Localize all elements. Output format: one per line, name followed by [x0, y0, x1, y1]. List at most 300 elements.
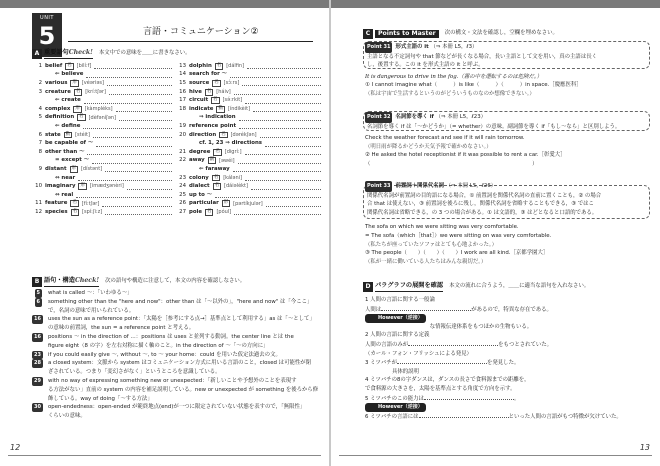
vocab-word: ⇐ believe — [55, 71, 84, 78]
vocab-number: 12 — [35, 208, 42, 215]
flow-text: 人間の言語のみが — [365, 341, 409, 348]
note-text: what is called ～：「いわゆる～」 — [48, 290, 133, 296]
pronunciation: [krí:tʃər] — [85, 88, 106, 95]
pronunciation: [póul] — [216, 209, 232, 216]
answer-blank[interactable] — [96, 141, 172, 147]
note-text: 飾している。way of doing「～する方法」 — [48, 395, 153, 402]
part-of-speech-badge: 名 — [215, 148, 220, 154]
vocab-derivative-row — [32, 122, 172, 131]
answer-blank[interactable] — [419, 412, 509, 418]
section-d-body — [365, 296, 648, 421]
note-text: ざされている。つまり「変幻さがなく」というところを意識している。 — [48, 369, 221, 376]
part-of-speech-badge: 形 — [80, 183, 85, 189]
vocab-row — [176, 131, 321, 140]
answer-blank[interactable] — [408, 340, 498, 346]
note-line — [32, 395, 323, 404]
pronunciation: [bilí:f] — [76, 63, 92, 70]
vocab-number: 13 — [179, 62, 186, 69]
vocab-number: 7 — [38, 140, 42, 147]
pronunciation: [fí:tʃər] — [81, 200, 100, 207]
line-reference — [32, 412, 44, 421]
answer-blank[interactable] — [239, 123, 321, 129]
vocab-derivative-row — [176, 139, 321, 148]
flow-text: 2 人間の言語に関する定義 — [365, 332, 430, 339]
note-text: uses the sun as a reference point：「太陽を［参考にする点→］基準点として利用する」as は「～として」 — [48, 316, 315, 323]
answer-blank[interactable] — [92, 158, 172, 164]
pronunciation: [stéit] — [75, 131, 90, 138]
note-line — [32, 333, 323, 342]
answer-blank[interactable] — [253, 106, 321, 112]
section-c-header — [363, 29, 558, 39]
vocab-word: pole — [189, 208, 203, 215]
vocab-word: circuit — [189, 97, 209, 104]
vocab-word: ⇒ indication — [199, 114, 236, 121]
flow-text-tail: 。 — [513, 395, 520, 402]
answer-blank[interactable] — [234, 89, 321, 95]
point-33-exercise: ③ The people（ ）（ ）（ ）I work are all kind.［京都学園大］ — [365, 250, 549, 257]
note-line — [32, 324, 323, 333]
answer-blank[interactable] — [260, 132, 321, 138]
part-of-speech-badge: 名 — [72, 200, 77, 206]
pronunciation: [dístənt] — [80, 166, 103, 173]
vocab-row — [32, 88, 172, 97]
vocab-row — [176, 96, 321, 105]
point-32 — [365, 112, 648, 169]
note-text: positions ～ in the direction of …：positions は uses と並列する動詞。the center line とは the — [48, 333, 294, 340]
vocab-word: creature — [45, 88, 71, 95]
vocab-row — [176, 79, 321, 88]
answer-blank[interactable] — [424, 394, 514, 400]
answer-blank[interactable] — [397, 358, 487, 364]
part-of-speech-badge: 名 — [214, 183, 220, 189]
vocab-row — [32, 105, 172, 114]
left-page — [0, 0, 329, 466]
vocab-word: ⇐ create — [55, 97, 81, 104]
pronunciation: [káləni] — [223, 174, 243, 181]
vocab-row — [32, 148, 172, 157]
answer-blank[interactable] — [245, 149, 321, 155]
note-line — [32, 315, 323, 324]
right-page — [331, 0, 660, 466]
pronunciation: [dèfəníʃən] — [88, 114, 117, 121]
note-text: with no way of expressing something new or unexpected：「新しいことや予想外のことを表現す — [48, 377, 297, 384]
pronunciation: [digrí:] — [224, 148, 242, 155]
answer-blank[interactable] — [245, 175, 321, 181]
section-d-header — [363, 282, 589, 292]
vocab-row — [32, 182, 172, 191]
point-32-example: Check the weather forecast and see if it will rain tomorrow. — [365, 135, 525, 142]
point-33 — [365, 181, 648, 266]
paragraph-flow-line — [365, 412, 648, 422]
part-of-speech-badge: 名 — [75, 88, 81, 94]
paragraph-flow-line — [365, 394, 648, 404]
section-b-body — [32, 289, 323, 421]
flow-text: （カール・フォン・フリッシュによる発見） — [365, 350, 472, 357]
vocab-row — [176, 122, 321, 131]
flow-text: 6 ミツバチの言語には — [365, 413, 419, 420]
vocab-word: dialect — [189, 183, 210, 190]
section-d-name: パラグラフの展開を確認 — [375, 282, 443, 292]
vocab-number: 10 — [35, 183, 42, 190]
point-32-heading: Point 32 名詞節を導く if （⇒ 本冊 L5，ℓ23） — [365, 112, 648, 123]
answer-blank[interactable] — [105, 209, 172, 215]
line-reference — [32, 342, 44, 351]
vocab-number: 27 — [179, 208, 186, 215]
pronunciation: [índikèit] — [227, 106, 251, 113]
vocab-number: 3 — [38, 88, 42, 95]
note-line — [32, 377, 323, 386]
vocab-word: state — [45, 131, 61, 138]
vocab-number: 21 — [179, 148, 186, 155]
vocab-row — [32, 200, 172, 209]
however-marker: However（逆接） — [365, 314, 426, 323]
vocab-row — [32, 114, 172, 123]
vocab-word: dolphin — [189, 62, 212, 69]
vocab-row — [176, 88, 321, 97]
vocab-word: complex — [45, 105, 71, 112]
point-31-exercise: ① I cannot imagine what（ ）is like（ ）（ ）in space.［慶應医科］ — [365, 82, 582, 89]
vocab-word: feature — [45, 200, 68, 207]
pronunciation: [pərtíkjulər] — [233, 200, 263, 207]
vocab-word: be capable of ～ — [45, 140, 94, 147]
part-of-speech-badge: 名 — [216, 62, 222, 68]
part-of-speech-badge: 形 — [223, 200, 229, 206]
vocab-derivative-row — [32, 96, 172, 105]
point-32-line: 名詞節を導く if は「～かどうか」（= whether）の意味。副詞節を導く if「もし～なら」と区別しよう。 — [367, 123, 621, 130]
paragraph-flow-line — [365, 314, 648, 323]
answer-blank[interactable] — [238, 158, 321, 164]
note-line — [32, 412, 323, 421]
answer-blank[interactable] — [83, 123, 172, 129]
answer-blank[interactable] — [265, 141, 321, 147]
vocab-number: 20 — [179, 131, 186, 138]
vocab-number: 23 — [179, 174, 186, 181]
paragraph-flow-line — [365, 368, 648, 377]
part-of-speech-badge: 名 — [221, 131, 226, 137]
answer-blank[interactable] — [230, 72, 321, 78]
answer-blank[interactable] — [105, 166, 172, 172]
line-reference: 16 — [34, 316, 41, 323]
section-c-instruction: 次の構文・文法を確認し，空欄を埋めなさい。 — [444, 30, 558, 37]
answer-blank[interactable] — [76, 192, 172, 198]
part-of-speech-badge: 形 — [71, 166, 76, 171]
vocab-derivative-row — [32, 191, 172, 200]
flow-text-tail: といった人間の言語がもつ特徴が欠けていた。 — [508, 413, 622, 420]
answer-blank[interactable] — [93, 132, 172, 138]
vocab-row — [32, 165, 172, 174]
paragraph-flow-line — [365, 358, 648, 368]
note-line — [32, 368, 323, 377]
point-33-example: The sofa on which we were sitting was very comfortable. — [365, 224, 519, 231]
section-b-letter: B — [32, 277, 42, 287]
pronunciation: [imædʒənèri] — [89, 183, 124, 190]
point-33-line: 関係代名詞は省略できる，の 3 つの場合がある。① は文語的，③ はどとなると口語的である。 — [367, 209, 598, 216]
vocab-number: 8 — [38, 148, 42, 155]
answer-blank[interactable] — [119, 115, 172, 121]
section-d-letter: D — [363, 282, 373, 292]
paragraph-flow-line — [365, 403, 648, 412]
point-31-line: 主語となる不定詞句や that 節などが長くなる場合，長い主語として文を用い，真の主語は長く — [367, 53, 597, 60]
answer-blank[interactable] — [84, 98, 172, 104]
vocab-derivative-row — [32, 174, 172, 183]
line-reference: 5 — [36, 290, 40, 296]
vocab-word: belief — [45, 62, 63, 69]
vocab-row — [32, 208, 172, 217]
pronunciation: [dərékʃən] — [230, 131, 257, 138]
vocab-word: imaginary — [45, 183, 76, 190]
vocab-word: various — [45, 79, 68, 86]
vocab-row — [176, 182, 321, 191]
answer-blank[interactable] — [116, 106, 172, 112]
vocab-word: direction — [189, 131, 217, 138]
section-a-name: 重要語句Check! — [44, 49, 93, 59]
vocab-number: 2 — [38, 79, 42, 86]
answer-blank[interactable] — [239, 115, 321, 121]
flow-text: 人間は — [365, 306, 382, 313]
section-b-header — [32, 277, 245, 287]
flow-text: な情報伝達体系をもつほかの生物もいる。 — [365, 323, 533, 330]
note-line — [32, 359, 323, 368]
vocab-number: 19 — [179, 122, 186, 129]
note-line — [32, 403, 323, 412]
vocab-number: 22 — [179, 157, 186, 164]
vocab-row — [176, 200, 321, 209]
answer-blank[interactable] — [247, 63, 321, 69]
flow-text-tail: をもつとされていた。 — [498, 341, 553, 348]
vocab-word: other than ～ — [45, 148, 85, 155]
part-of-speech-badge: 名 — [213, 97, 218, 103]
line-reference — [32, 307, 44, 316]
paragraph-flow-line — [365, 305, 648, 315]
note-text: if you could easily give ～, without ～, to ～ your home：could を用いた仮定法過去の文。 — [48, 351, 281, 358]
vocab-word: definition — [45, 114, 75, 121]
vocab-number: 25 — [179, 191, 186, 198]
vocab-row — [176, 157, 321, 166]
flow-text: 具体的説明 — [365, 368, 419, 375]
note-text: で，名詞の意味で用いられている。 — [48, 307, 135, 314]
note-text: open-endedness：open-ended が範終地点(end)が一つに限定されていない状態を表すので，「無限性」 — [48, 404, 306, 411]
line-reference — [32, 386, 44, 395]
answer-blank[interactable] — [251, 184, 321, 190]
flow-text: 1 人間の言語に関する一般論 — [365, 297, 435, 303]
section-c-letter: C — [363, 29, 373, 39]
point-32-translation: （明日雨が降るかどうか天気予報で確かめなさい。） — [365, 143, 492, 150]
paragraph-flow-line — [365, 385, 648, 394]
answer-blank[interactable] — [234, 209, 321, 215]
vocab-derivative-row — [176, 114, 321, 123]
answer-blank[interactable] — [94, 63, 172, 69]
unit-label: UNIT — [40, 15, 54, 21]
page-number-left: 12 — [10, 442, 21, 452]
answer-blank[interactable] — [87, 149, 172, 155]
vocab-row — [176, 208, 321, 217]
note-line — [32, 342, 323, 351]
point-33-example-2: = The sofa（which［that］）we were sitting on was very comfortable. — [365, 232, 552, 239]
section-a-letter: A — [32, 49, 42, 59]
paragraph-flow-line — [365, 331, 648, 340]
vocab-word: cf. 1, 23 ⇒ directions — [199, 140, 263, 147]
unit-number: 5 — [38, 21, 56, 50]
vocab-word: species — [45, 208, 68, 215]
answer-blank[interactable] — [78, 175, 172, 181]
pronunciation: [kàmpléks] — [84, 106, 113, 113]
vocab-word: ⇔ real — [55, 191, 74, 198]
vocab-row — [32, 139, 172, 148]
answer-blank[interactable] — [127, 184, 172, 190]
answer-blank[interactable] — [109, 89, 172, 95]
vocab-word: distant — [45, 165, 67, 172]
vocab-number: 24 — [179, 183, 186, 190]
point-33-heading: Point 33 前置詞＋関係代名詞 （⇒ 本冊 L5，ℓ26） — [365, 181, 648, 192]
vocab-number: 9 — [38, 165, 42, 172]
note-line — [32, 307, 323, 316]
page-number-right: 13 — [639, 442, 650, 452]
point-31-line: し，後置する。この it を形式主語の it と呼ぶ。 — [367, 62, 484, 69]
flow-text: で食料源の大きさを，太陽を基準点とする角度で方向を示す。 — [365, 385, 516, 392]
flow-text-tail: があるので，特異な存在である。 — [471, 306, 552, 313]
vocab-word: up to ～ — [189, 191, 213, 198]
flow-text: 3 ミツバチが — [365, 360, 397, 367]
note-text: figure eight（8 の字）を左右対称に描く軸のこと。in the direction of ～「～の方向に」 — [48, 342, 269, 349]
vocab-derivative-row — [32, 157, 172, 166]
section-a-instruction: 本文中での意味を＿＿に書きなさい。 — [98, 50, 191, 57]
note-text: something other than the "here and now"：other than は「～以外の」，"here and now" は「今ここ」 — [48, 298, 313, 305]
line-reference — [32, 324, 44, 333]
answer-blank[interactable] — [86, 72, 172, 78]
note-line — [32, 351, 323, 360]
vocab-number: 15 — [179, 79, 186, 86]
paragraph-flow-line — [365, 376, 648, 385]
part-of-speech-badge: 形 — [72, 80, 77, 86]
vocab-row — [176, 148, 321, 157]
point-33-exercise-translation: （私が一緒に働いている人たちはみんな親切だ。） — [365, 258, 487, 265]
flow-text: 4 ミツバチの8の字ダンスは，ダンスの長さで食料源までの距離を， — [365, 377, 530, 384]
vocab-word: away — [189, 157, 205, 164]
part-of-speech-badge: 動 — [65, 131, 71, 137]
vocab-row — [32, 62, 172, 71]
note-text: の意味の前置詞，the sun = a reference point と考える。 — [48, 325, 195, 332]
however-marker: However（逆接） — [365, 403, 426, 412]
point-31-translation: （私は宇宙で生活するというのがどういうものなのか想像できない。） — [365, 90, 535, 97]
part-of-speech-badge: 名 — [214, 80, 219, 86]
point-32-answer-line: （ ） — [365, 160, 538, 167]
paragraph-flow-line — [365, 323, 648, 332]
vocab-row — [176, 191, 321, 200]
line-reference — [32, 395, 44, 404]
point-33-line: 関係代名詞が前置詞の目的語になる場合，① 前置詞を関係代名詞の直前に置くことも，② の場合 — [367, 192, 602, 199]
answer-blank[interactable] — [233, 166, 321, 172]
vocab-number: 5 — [38, 114, 42, 121]
vocab-number: 16 — [179, 88, 186, 95]
note-text: る方法がない」直前の system の内容を補足説明している。new or unexpected が something を後ろから修 — [48, 386, 319, 393]
point-32-exercise: ② He asked the hotel receptionist if it was possible to rent a car.［彰愛大］ — [365, 152, 566, 159]
vocab-row — [176, 105, 321, 114]
part-of-speech-badge: 名 — [79, 114, 84, 120]
answer-blank[interactable] — [215, 192, 321, 198]
vocab-word: ⇔ near — [55, 174, 76, 181]
note-text: a closed system：文脈から system はコミュニケーション方式に用いる言語のこと，closed は可能性が閉 — [48, 360, 312, 367]
vocab-derivative-row — [32, 71, 172, 80]
note-line — [32, 386, 323, 395]
vocab-row — [176, 62, 321, 71]
point-31 — [365, 42, 648, 99]
vocab-word: hive — [189, 88, 202, 95]
part-of-speech-badge: 形 — [75, 105, 80, 111]
vocab-word: source — [189, 79, 210, 86]
vocab-derivative-row — [176, 165, 321, 174]
answer-blank[interactable] — [102, 201, 172, 207]
vocab-row — [176, 71, 321, 80]
line-reference: 6 — [36, 298, 40, 305]
footer-rule — [8, 455, 321, 456]
section-a-header — [32, 49, 191, 59]
vocab-column-2 — [176, 62, 321, 217]
vocab-word: degree — [189, 148, 211, 155]
flow-text: 5 ミツバチのこの能力は — [365, 395, 424, 402]
section-b-instruction: 次の語句や構造に注意して，本文の内容を確認しなさい。 — [105, 278, 246, 285]
line-reference: 16 — [34, 333, 41, 340]
vocab-number: 4 — [38, 105, 42, 112]
flow-text-tail: を発見した。 — [487, 360, 520, 367]
vocab-word: indicate — [189, 105, 214, 112]
answer-blank[interactable] — [107, 80, 172, 86]
line-reference — [32, 368, 44, 377]
vocab-word: colony — [189, 174, 209, 181]
vocab-number: 18 — [179, 105, 186, 112]
answer-blank[interactable] — [266, 201, 321, 207]
top-shade-bar — [0, 0, 329, 8]
point-31-example: It is dangerous to drive in the fog.（霧の中を運転するのは危険だ。） — [365, 73, 542, 80]
pronunciation: [sə́:rkit] — [222, 97, 243, 104]
vocab-word: ⇐ define — [55, 122, 81, 129]
note-text: くらいの意味。 — [48, 413, 86, 420]
pronunciation: [háiv] — [216, 88, 231, 95]
line-reference: 29 — [34, 377, 41, 384]
pronunciation: [dálfin] — [226, 63, 245, 70]
vocab-number: 14 — [179, 71, 186, 78]
vocab-word: = except ～ — [55, 157, 90, 164]
vocab-row — [176, 174, 321, 183]
answer-blank[interactable] — [245, 98, 321, 104]
note-line — [32, 298, 323, 307]
part-of-speech-badge: 動 — [218, 105, 223, 111]
part-of-speech-badge: 名 — [72, 208, 78, 214]
vocab-row — [32, 79, 172, 88]
unit-title: 言語・コミュニケーション② — [143, 27, 259, 37]
vocab-number: 1 — [38, 62, 42, 69]
vocab-number: 6 — [38, 131, 42, 138]
point-33-translation: （私たちが座っていたソファはとても心地よかった。） — [365, 241, 497, 248]
vocab-word: reference point — [189, 122, 237, 129]
vocab-number: 17 — [179, 97, 186, 104]
part-of-speech-badge: 名 — [67, 62, 72, 68]
vocab-number: 11 — [35, 200, 42, 207]
pronunciation: [sɔ́:rs] — [223, 80, 240, 87]
answer-blank[interactable] — [242, 80, 321, 86]
pronunciation: [spí:ʃi:z] — [82, 209, 103, 216]
section-d-instruction: 本文の流れに合うよう，＿＿に適当な語句を入れなさい。 — [449, 283, 590, 290]
vocab-row — [32, 131, 172, 140]
note-line — [32, 289, 323, 298]
pronunciation: [dáiəlèkt] — [224, 183, 248, 190]
vocab-word: particular — [189, 200, 219, 207]
answer-blank[interactable] — [381, 305, 471, 311]
section-b-name: 語句・構造Check! — [44, 277, 99, 287]
top-shade-bar-right — [331, 0, 660, 8]
part-of-speech-badge: 名 — [206, 88, 212, 94]
part-of-speech-badge: 副 — [209, 157, 215, 163]
point-31-heading: Point 31 形式主語の it （⇒ 本冊 L5，ℓ3） — [365, 42, 648, 53]
